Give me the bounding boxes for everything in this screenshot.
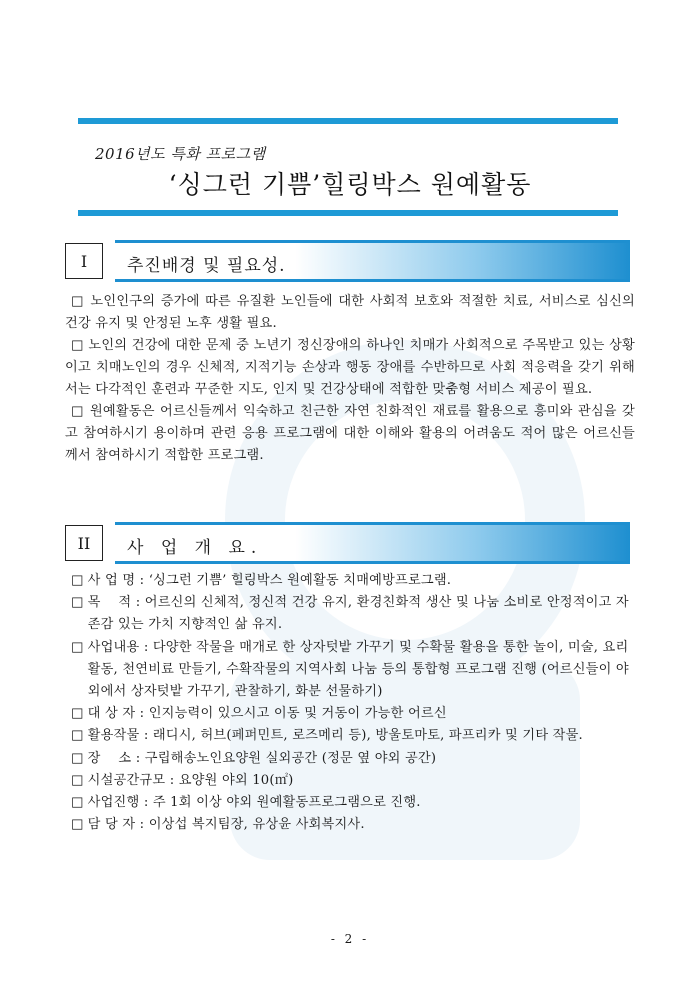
section-header-2 xyxy=(65,522,630,564)
list-item xyxy=(65,637,640,704)
title-bottom-rule xyxy=(78,210,618,216)
section-heading-band xyxy=(115,522,630,564)
program-title: ‘싱그런 기쁨’힐링박스 원예활동 xyxy=(168,170,532,199)
list-item xyxy=(65,703,640,725)
title-top-rule xyxy=(78,118,618,124)
list-item xyxy=(65,814,640,836)
section-number-box: II xyxy=(65,525,103,561)
page-number: - 2 - xyxy=(330,932,370,946)
paragraph: □ 노인의 건강에 대한 문제 중 노년기 정신장애의 하나인 치매가 사회적으로 주목받고 있는 상황이고 치매노인의 경우 신체적, 지적기능 손상과 행동 장애를 수반하므로 사회 적응력을 갖기 위해서는 다각적인 훈련과 꾸준한 지도, 인지 및 건강상태에 적합한 맞춤형 서비스 제공이 필요. xyxy=(65,338,635,397)
section-heading-band xyxy=(115,240,630,282)
section-1-body xyxy=(65,291,635,467)
list-item xyxy=(65,725,640,747)
list-item xyxy=(65,770,640,792)
section-number-box: I xyxy=(65,243,103,279)
section-heading: 사 업 개 요. xyxy=(127,538,263,558)
checkbox-bullet-icon: □ xyxy=(71,772,84,788)
list-item xyxy=(65,792,640,814)
list-item-text: 활용작물 : 래디시, 허브(페퍼민트, 로즈메리 등), 방울토마토, 파프리카 및 기타 작물. xyxy=(87,728,583,744)
checkbox-bullet-icon: □ xyxy=(71,750,84,766)
list-item-text: 장 소 : 구립해송노인요양원 실외공간 (정문 옆 야외 공간) xyxy=(87,750,437,766)
list-item-text: 담 당 자 : 이상섭 복지팀장, 유상윤 사회복지사. xyxy=(87,817,365,833)
list-item xyxy=(65,592,640,636)
paragraph: □ 원예활동은 어르신들께서 익숙하고 친근한 자연 친화적인 재료를 활용으로 흥미와 관심을 갖고 참여하시기 용이하며 관련 응용 프로그램에 대한 이해와 활용의 어려움도 적어 많은 어르신들께서 참여하시기 적합한 프로그램. xyxy=(65,404,635,463)
section-heading: 추진배경 및 필요성. xyxy=(127,256,286,276)
program-subtitle: 2016년도 특화 프로그램 xyxy=(95,145,266,163)
project-overview-list xyxy=(65,570,640,836)
paragraph: □ 노인인구의 증가에 따른 유질환 노인들에 대한 사회적 보호와 적절한 치료, 서비스로 심신의 건강 유지 및 안정된 노후 생활 필요. xyxy=(65,294,635,331)
list-item-text: 사 업 명 : ‘싱그런 기쁨’ 힐링박스 원예활동 치매예방프로그램. xyxy=(87,573,452,588)
checkbox-bullet-icon: □ xyxy=(71,706,84,722)
list-item-text: 사업내용 : 다양한 작물을 매개로 한 상자텃밭 가꾸기 및 수확물 활용을 통한 놀이, 미술, 요리활동, 천연비료 만들기, 수확작물의 지역사회 나눔 등의 통합형 프로그램 진행 (어르신들이 야외에서 상자텃밭 가꾸기, 관찰하기, 화분 선물하기) xyxy=(87,639,629,700)
checkbox-bullet-icon: □ xyxy=(71,639,84,655)
section-header-1 xyxy=(65,240,630,282)
list-item-text: 사업진행 : 주 1회 이상 야외 원예활동프로그램으로 진행. xyxy=(87,795,421,811)
list-item xyxy=(65,570,640,592)
checkbox-bullet-icon: □ xyxy=(71,728,84,744)
list-item-text: 대 상 자 : 인지능력이 있으시고 이동 및 거동이 가능한 어르신 xyxy=(87,706,447,722)
list-item-text: 목 적 : 어르신의 신체적, 정신적 건강 유지, 환경친화적 생산 및 나눔 소비로 안정적이고 자존감 있는 가치 지향적인 삶 유지. xyxy=(87,595,629,633)
list-item-text: 시설공간규모 : 요양원 야외 10(㎡) xyxy=(87,772,294,788)
checkbox-bullet-icon: □ xyxy=(71,817,84,833)
checkbox-bullet-icon: □ xyxy=(71,573,84,588)
list-item xyxy=(65,748,640,770)
checkbox-bullet-icon: □ xyxy=(71,795,84,811)
checkbox-bullet-icon: □ xyxy=(71,595,84,611)
